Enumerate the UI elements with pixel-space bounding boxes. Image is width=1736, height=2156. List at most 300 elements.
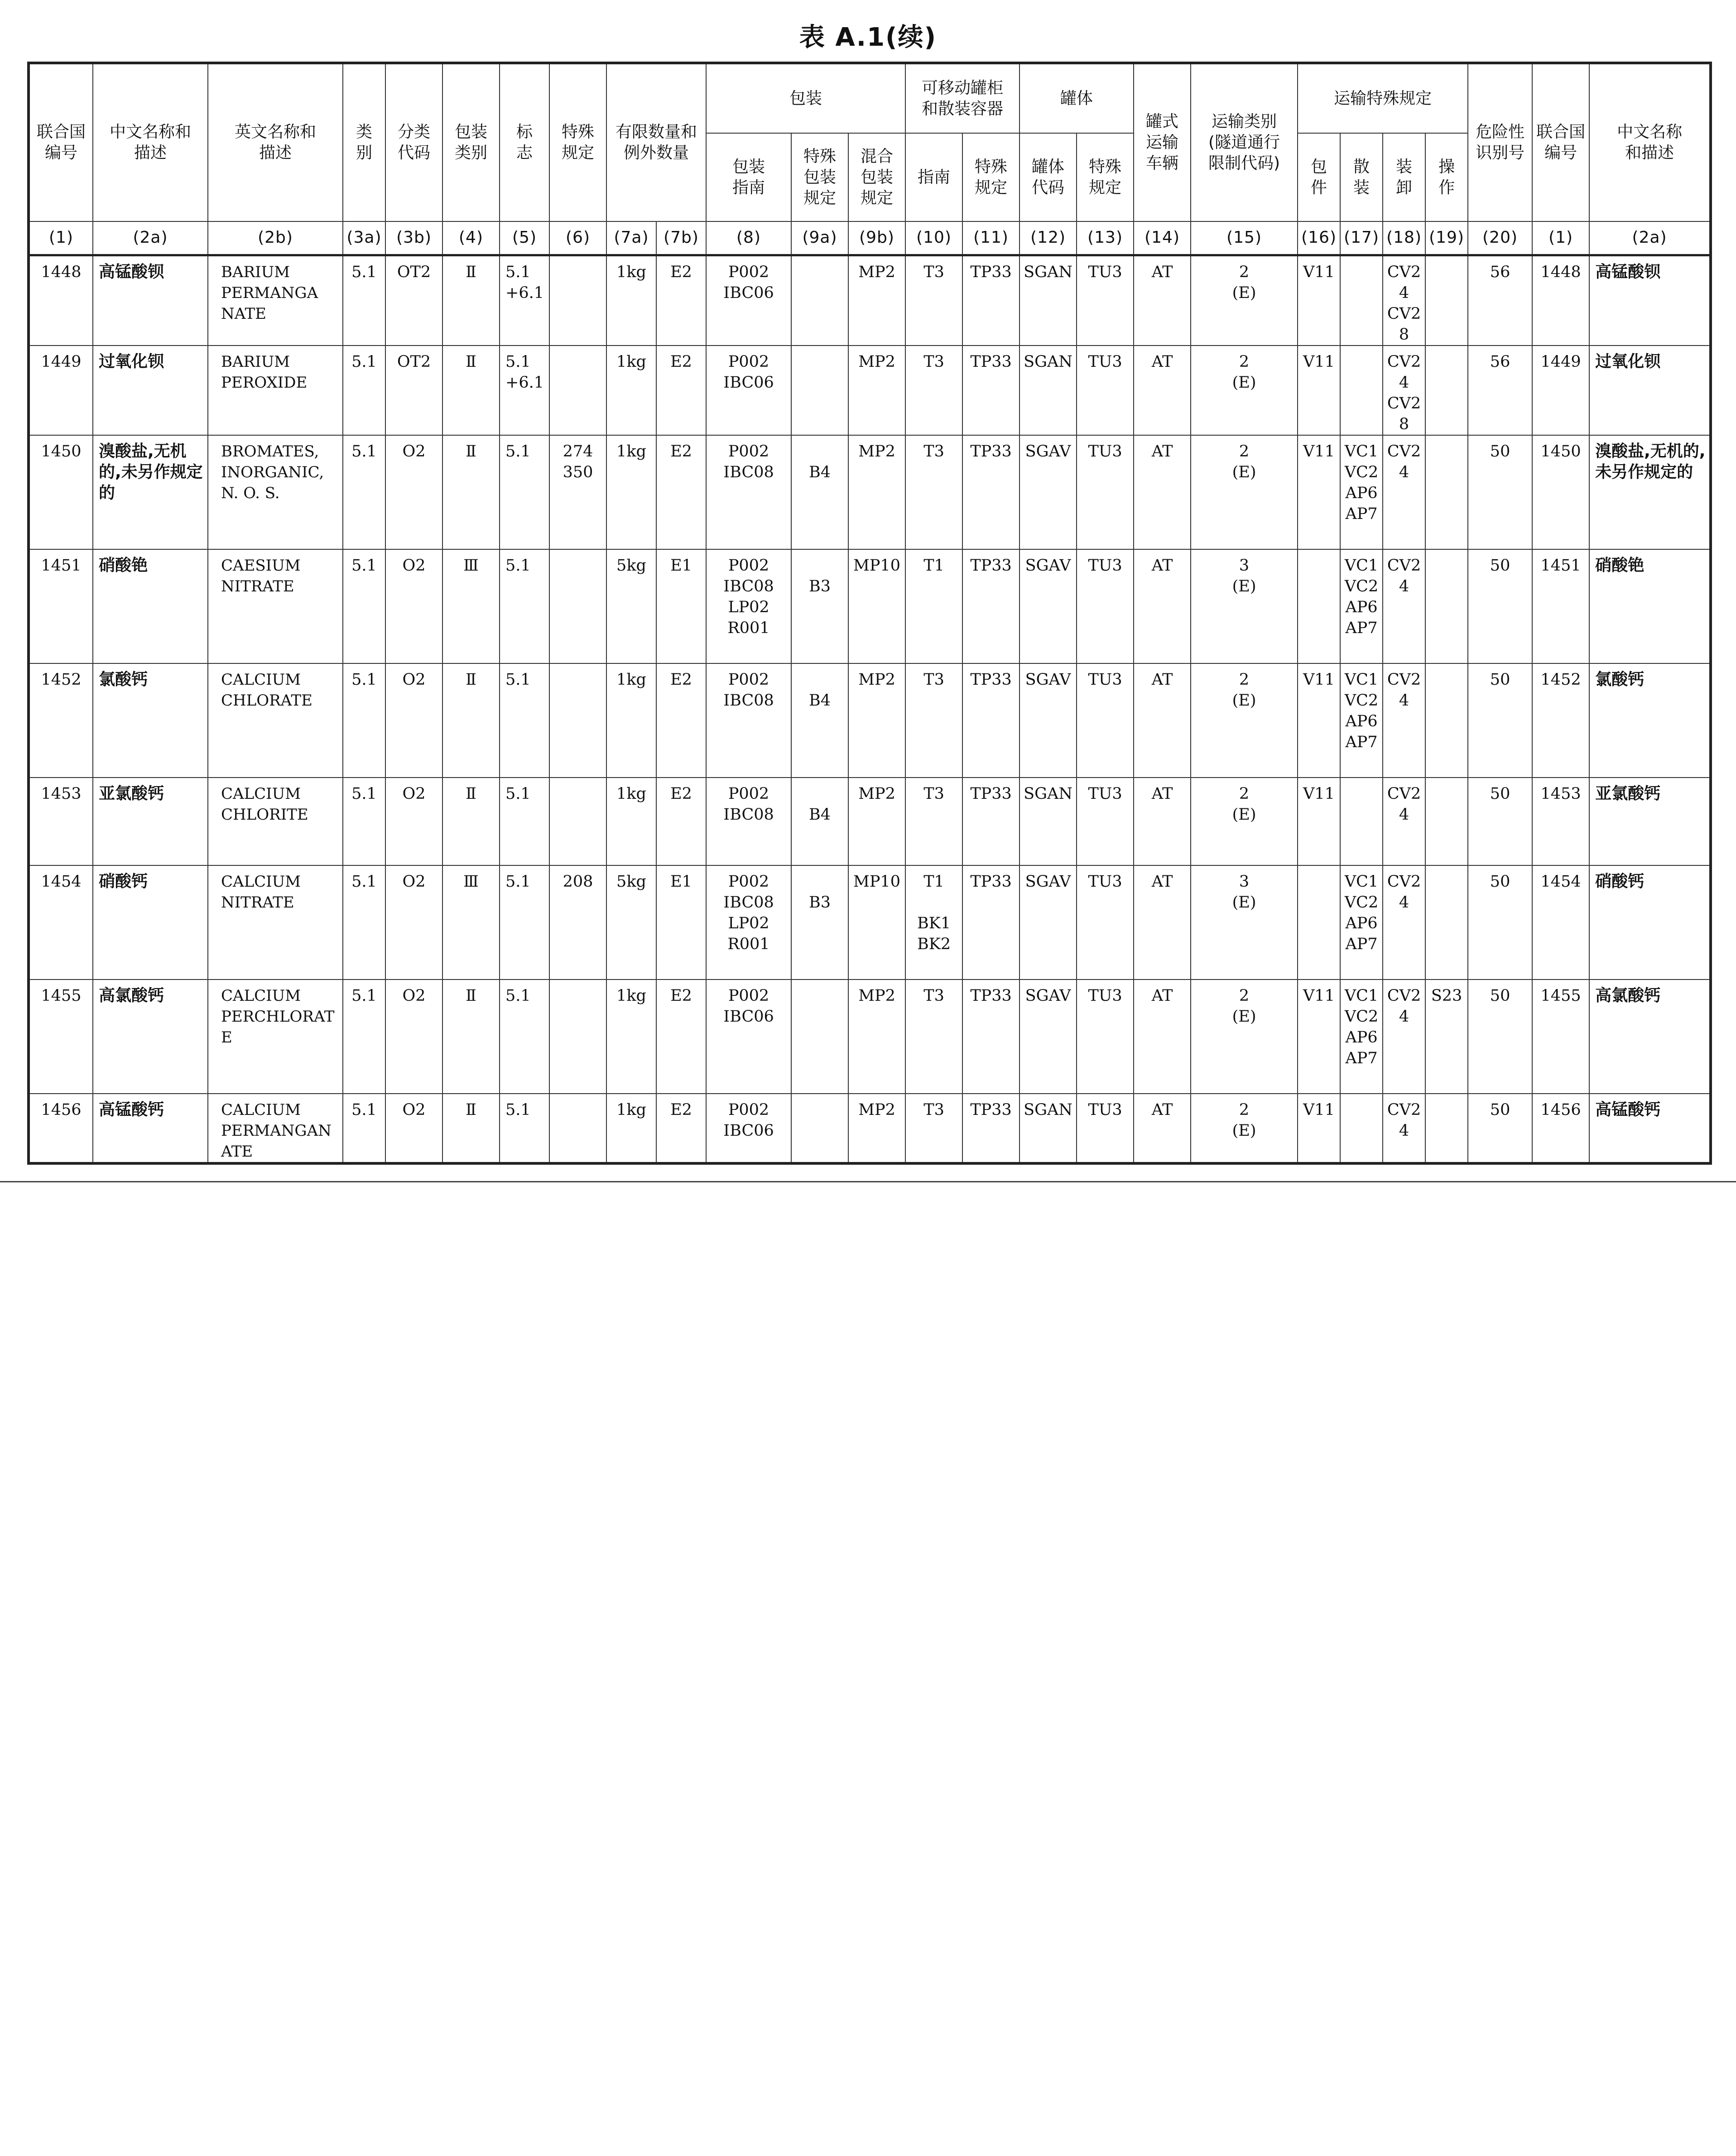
- cell-tank-vehicle: AT: [1134, 980, 1191, 1094]
- cell-ts-bulk: [1340, 778, 1383, 865]
- header-un-number: 联合国 编号: [29, 63, 93, 221]
- cell-packaging-special: [791, 980, 848, 1094]
- cell-tank-special: TU3: [1077, 549, 1134, 663]
- column-number: (2a): [1589, 221, 1711, 255]
- header-ts-bulk: 散 装: [1340, 133, 1383, 221]
- cell-packing-group: Ⅱ: [442, 435, 500, 549]
- cell-classification-code: O2: [385, 663, 442, 778]
- header-label: 标 志: [500, 63, 549, 221]
- cell-english-name: BROMATES, INORGANIC, N. O. S.: [208, 435, 343, 549]
- cell-packaging-instructions: P002 IBC08 LP02 R001: [706, 549, 791, 663]
- cell-portable-tank-instructions: T1 BK1 BK2: [905, 865, 962, 980]
- cell-hazard-id: 50: [1468, 778, 1532, 865]
- cell-ts-loading: CV24: [1383, 865, 1425, 980]
- cell-chinese-name-repeat: 高氯酸钙: [1589, 980, 1711, 1094]
- cell-hazard-id: 56: [1468, 255, 1532, 346]
- cell-portable-tank-instructions: T1: [905, 549, 962, 663]
- column-number: (16): [1298, 221, 1340, 255]
- cell-ts-bulk: VC1 VC2 AP6 AP7: [1340, 435, 1383, 549]
- cell-hazard-id: 50: [1468, 980, 1532, 1094]
- cell-special-provisions: [549, 549, 606, 663]
- cell-ts-operation: [1425, 346, 1468, 435]
- cell-un-number: 1455: [29, 980, 93, 1094]
- cell-tank-special: TU3: [1077, 1094, 1134, 1163]
- cell-english-name: CAESIUM NITRATE: [208, 549, 343, 663]
- cell-class: 5.1: [343, 346, 385, 435]
- cell-packaging-special: [791, 346, 848, 435]
- cell-label: 5.1 +6.1: [500, 255, 549, 346]
- column-number: (18): [1383, 221, 1425, 255]
- cell-portable-tank-instructions: T3: [905, 1094, 962, 1163]
- table-row: [29, 1094, 1711, 1163]
- header-transport-special: 运输特殊规定: [1298, 63, 1468, 133]
- cell-ts-bulk: VC1 VC2 AP6 AP7: [1340, 549, 1383, 663]
- cell-limited-quantity: 1kg: [606, 255, 656, 346]
- cell-ts-operation: [1425, 663, 1468, 778]
- cell-chinese-name: 亚氯酸钙: [93, 778, 208, 865]
- cell-chinese-name: 过氧化钡: [93, 346, 208, 435]
- cell-ts-operation: [1425, 255, 1468, 346]
- cell-tank-vehicle: AT: [1134, 663, 1191, 778]
- cell-packaging-special: [791, 255, 848, 346]
- cell-excepted-quantity: E1: [656, 865, 706, 980]
- header-limited-quantity: 有限数量和 例外数量: [606, 63, 706, 221]
- header-packaging-instructions: 包装 指南: [706, 133, 791, 221]
- cell-english-name: BARIUM PEROXIDE: [208, 346, 343, 435]
- column-number: (9b): [848, 221, 905, 255]
- cell-excepted-quantity: E2: [656, 346, 706, 435]
- column-number: (11): [962, 221, 1019, 255]
- table-row: [29, 980, 1711, 1094]
- table-row: [29, 435, 1711, 549]
- column-number: (20): [1468, 221, 1532, 255]
- cell-hazard-id: 50: [1468, 435, 1532, 549]
- cell-english-name: CALCIUM PERMANGANATE: [208, 1094, 343, 1163]
- cell-packaging-mixed: MP2: [848, 346, 905, 435]
- cell-tank-special: TU3: [1077, 778, 1134, 865]
- cell-packaging-mixed: MP2: [848, 435, 905, 549]
- cell-classification-code: O2: [385, 1094, 442, 1163]
- cell-special-provisions: 274 350: [549, 435, 606, 549]
- cell-ts-loading: CV24: [1383, 980, 1425, 1094]
- cell-packaging-mixed: MP2: [848, 980, 905, 1094]
- cell-ts-bulk: VC1 VC2 AP6 AP7: [1340, 865, 1383, 980]
- cell-classification-code: OT2: [385, 255, 442, 346]
- header-special-provisions: 特殊 规定: [549, 63, 606, 221]
- cell-packaging-special: B4: [791, 435, 848, 549]
- cell-ts-operation: S23: [1425, 980, 1468, 1094]
- cell-excepted-quantity: E2: [656, 778, 706, 865]
- header-chinese-name-repeat: 中文名称 和描述: [1589, 63, 1711, 221]
- cell-limited-quantity: 1kg: [606, 980, 656, 1094]
- cell-packaging-special: B3: [791, 549, 848, 663]
- cell-tank-code: SGAN: [1019, 255, 1077, 346]
- cell-special-provisions: [549, 255, 606, 346]
- cell-ts-loading: CV24: [1383, 435, 1425, 549]
- cell-special-provisions: 208: [549, 865, 606, 980]
- cell-portable-tank-special: TP33: [962, 1094, 1019, 1163]
- column-number: (10): [905, 221, 962, 255]
- cell-chinese-name: 高锰酸钡: [93, 255, 208, 346]
- header-un-number-repeat: 联合国 编号: [1532, 63, 1589, 221]
- cell-tank-vehicle: AT: [1134, 778, 1191, 865]
- cell-ts-bulk: VC1 VC2 AP6 AP7: [1340, 980, 1383, 1094]
- column-number: (2b): [208, 221, 343, 255]
- cell-packing-group: Ⅱ: [442, 663, 500, 778]
- cell-packaging-special: [791, 1094, 848, 1163]
- column-number-row: [29, 221, 1711, 255]
- table-row: [29, 663, 1711, 778]
- cell-tank-special: TU3: [1077, 435, 1134, 549]
- cell-class: 5.1: [343, 435, 385, 549]
- cell-excepted-quantity: E1: [656, 549, 706, 663]
- cell-ts-operation: [1425, 865, 1468, 980]
- cell-tank-code: SGAV: [1019, 435, 1077, 549]
- cell-limited-quantity: 5kg: [606, 865, 656, 980]
- header-packaging: 包装: [706, 63, 905, 133]
- column-number: (15): [1191, 221, 1298, 255]
- cell-ts-packages: V11: [1298, 663, 1340, 778]
- cell-transport-category: 2 (E): [1191, 663, 1298, 778]
- cell-tank-special: TU3: [1077, 255, 1134, 346]
- page-divider: [0, 1181, 1736, 1182]
- cell-ts-packages: V11: [1298, 980, 1340, 1094]
- cell-un-number: 1448: [29, 255, 93, 346]
- header-ts-packages: 包 件: [1298, 133, 1340, 221]
- cell-chinese-name-repeat: 溴酸盐,无机的,未另作规定的: [1589, 435, 1711, 549]
- cell-un-number: 1452: [29, 663, 93, 778]
- cell-classification-code: O2: [385, 435, 442, 549]
- column-number: (14): [1134, 221, 1191, 255]
- cell-portable-tank-special: TP33: [962, 663, 1019, 778]
- cell-packaging-instructions: P002 IBC08: [706, 663, 791, 778]
- cell-chinese-name-repeat: 硝酸钙: [1589, 865, 1711, 980]
- cell-transport-category: 2 (E): [1191, 435, 1298, 549]
- cell-packing-group: Ⅲ: [442, 865, 500, 980]
- cell-tank-vehicle: AT: [1134, 865, 1191, 980]
- cell-transport-category: 2 (E): [1191, 778, 1298, 865]
- cell-packing-group: Ⅱ: [442, 1094, 500, 1163]
- cell-chinese-name-repeat: 亚氯酸钙: [1589, 778, 1711, 865]
- column-number: (6): [549, 221, 606, 255]
- cell-hazard-id: 50: [1468, 549, 1532, 663]
- header-ts-loading: 装 卸: [1383, 133, 1425, 221]
- cell-tank-code: SGAV: [1019, 663, 1077, 778]
- cell-hazard-id: 50: [1468, 663, 1532, 778]
- page-title: 表 A.1(续): [799, 23, 937, 52]
- cell-limited-quantity: 1kg: [606, 1094, 656, 1163]
- cell-packaging-special: B4: [791, 778, 848, 865]
- cell-un-number: 1456: [29, 1094, 93, 1163]
- cell-class: 5.1: [343, 549, 385, 663]
- cell-packaging-instructions: P002 IBC06: [706, 346, 791, 435]
- cell-un-number: 1454: [29, 865, 93, 980]
- cell-tank-special: TU3: [1077, 865, 1134, 980]
- cell-un-number-repeat: 1452: [1532, 663, 1589, 778]
- cell-un-number-repeat: 1451: [1532, 549, 1589, 663]
- header-hazard-id: 危险性 识别号: [1468, 63, 1532, 221]
- cell-hazard-id: 50: [1468, 865, 1532, 980]
- cell-transport-category: 2 (E): [1191, 255, 1298, 346]
- dangerous-goods-table: [27, 62, 1712, 1165]
- cell-tank-vehicle: AT: [1134, 435, 1191, 549]
- cell-excepted-quantity: E2: [656, 1094, 706, 1163]
- header-portable-tank-instructions: 指南: [905, 133, 962, 221]
- cell-ts-operation: [1425, 549, 1468, 663]
- cell-packaging-special: B4: [791, 663, 848, 778]
- column-number: (2a): [93, 221, 208, 255]
- cell-ts-loading: CV24: [1383, 1094, 1425, 1163]
- cell-ts-operation: [1425, 1094, 1468, 1163]
- cell-chinese-name: 硝酸钙: [93, 865, 208, 980]
- header-row-1: [29, 63, 1711, 133]
- cell-packaging-instructions: P002 IBC08: [706, 778, 791, 865]
- cell-tank-vehicle: AT: [1134, 1094, 1191, 1163]
- cell-packaging-mixed: MP2: [848, 663, 905, 778]
- cell-special-provisions: [549, 663, 606, 778]
- cell-ts-bulk: VC1 VC2 AP6 AP7: [1340, 663, 1383, 778]
- cell-ts-bulk: [1340, 1094, 1383, 1163]
- cell-tank-code: SGAN: [1019, 1094, 1077, 1163]
- cell-packaging-mixed: MP2: [848, 255, 905, 346]
- header-portable-tank-special: 特殊 规定: [962, 133, 1019, 221]
- cell-un-number-repeat: 1453: [1532, 778, 1589, 865]
- cell-label: 5.1: [500, 778, 549, 865]
- column-number: (8): [706, 221, 791, 255]
- cell-limited-quantity: 5kg: [606, 549, 656, 663]
- cell-hazard-id: 56: [1468, 346, 1532, 435]
- cell-limited-quantity: 1kg: [606, 435, 656, 549]
- column-number: (7a): [606, 221, 656, 255]
- cell-english-name: CALCIUM CHLORATE: [208, 663, 343, 778]
- cell-hazard-id: 50: [1468, 1094, 1532, 1163]
- cell-special-provisions: [549, 1094, 606, 1163]
- header-tank-special: 特殊 规定: [1077, 133, 1134, 221]
- cell-tank-vehicle: AT: [1134, 346, 1191, 435]
- cell-portable-tank-instructions: T3: [905, 778, 962, 865]
- cell-packaging-instructions: P002 IBC08: [706, 435, 791, 549]
- cell-tank-special: TU3: [1077, 980, 1134, 1094]
- cell-portable-tank-special: TP33: [962, 778, 1019, 865]
- cell-tank-code: SGAV: [1019, 549, 1077, 663]
- header-chinese-name: 中文名称和 描述: [93, 63, 208, 221]
- cell-packaging-special: B3: [791, 865, 848, 980]
- cell-ts-packages: V11: [1298, 255, 1340, 346]
- cell-special-provisions: [549, 778, 606, 865]
- cell-un-number-repeat: 1448: [1532, 255, 1589, 346]
- column-number: (1): [29, 221, 93, 255]
- cell-packaging-instructions: P002 IBC06: [706, 255, 791, 346]
- table-row: [29, 778, 1711, 865]
- header-tank-vehicle: 罐式 运输 车辆: [1134, 63, 1191, 221]
- cell-excepted-quantity: E2: [656, 663, 706, 778]
- cell-tank-code: SGAN: [1019, 778, 1077, 865]
- cell-english-name: CALCIUM PERCHLORATE: [208, 980, 343, 1094]
- cell-tank-code: SGAV: [1019, 865, 1077, 980]
- cell-ts-bulk: [1340, 255, 1383, 346]
- cell-ts-operation: [1425, 778, 1468, 865]
- cell-tank-vehicle: AT: [1134, 549, 1191, 663]
- cell-ts-operation: [1425, 435, 1468, 549]
- cell-packing-group: Ⅲ: [442, 549, 500, 663]
- cell-classification-code: O2: [385, 865, 442, 980]
- cell-label: 5.1: [500, 865, 549, 980]
- cell-excepted-quantity: E2: [656, 435, 706, 549]
- cell-packing-group: Ⅱ: [442, 346, 500, 435]
- cell-class: 5.1: [343, 663, 385, 778]
- cell-chinese-name-repeat: 硝酸铯: [1589, 549, 1711, 663]
- column-number: (3b): [385, 221, 442, 255]
- cell-portable-tank-instructions: T3: [905, 980, 962, 1094]
- cell-excepted-quantity: E2: [656, 980, 706, 1094]
- cell-ts-packages: V11: [1298, 435, 1340, 549]
- cell-un-number-repeat: 1455: [1532, 980, 1589, 1094]
- cell-ts-loading: CV24: [1383, 549, 1425, 663]
- cell-transport-category: 2 (E): [1191, 346, 1298, 435]
- table-row: [29, 549, 1711, 663]
- cell-ts-packages: [1298, 865, 1340, 980]
- cell-ts-packages: [1298, 549, 1340, 663]
- cell-tank-code: SGAV: [1019, 980, 1077, 1094]
- table-body: [29, 255, 1711, 1163]
- cell-limited-quantity: 1kg: [606, 346, 656, 435]
- cell-label: 5.1: [500, 663, 549, 778]
- cell-chinese-name-repeat: 高锰酸钡: [1589, 255, 1711, 346]
- header-packaging-special: 特殊 包装 规定: [791, 133, 848, 221]
- cell-packaging-instructions: P002 IBC08 LP02 R001: [706, 865, 791, 980]
- cell-ts-bulk: [1340, 346, 1383, 435]
- cell-transport-category: 3 (E): [1191, 549, 1298, 663]
- table-row: [29, 865, 1711, 980]
- cell-classification-code: O2: [385, 980, 442, 1094]
- cell-portable-tank-special: TP33: [962, 435, 1019, 549]
- cell-portable-tank-special: TP33: [962, 255, 1019, 346]
- cell-chinese-name-repeat: 氯酸钙: [1589, 663, 1711, 778]
- cell-classification-code: O2: [385, 549, 442, 663]
- header-transport-category: 运输类别 (隧道通行 限制代码): [1191, 63, 1298, 221]
- cell-un-number-repeat: 1450: [1532, 435, 1589, 549]
- cell-portable-tank-instructions: T3: [905, 346, 962, 435]
- cell-label: 5.1: [500, 1094, 549, 1163]
- cell-tank-special: TU3: [1077, 346, 1134, 435]
- cell-packaging-mixed: MP10: [848, 865, 905, 980]
- header-tank-code: 罐体 代码: [1019, 133, 1077, 221]
- cell-packaging-instructions: P002 IBC06: [706, 980, 791, 1094]
- cell-chinese-name: 溴酸盐,无机的,未另作规定的: [93, 435, 208, 549]
- cell-excepted-quantity: E2: [656, 255, 706, 346]
- cell-class: 5.1: [343, 1094, 385, 1163]
- header-packing-group: 包装 类别: [442, 63, 500, 221]
- cell-chinese-name-repeat: 过氧化钡: [1589, 346, 1711, 435]
- cell-ts-loading: CV24 CV28: [1383, 346, 1425, 435]
- cell-class: 5.1: [343, 255, 385, 346]
- cell-portable-tank-instructions: T3: [905, 435, 962, 549]
- column-number: (12): [1019, 221, 1077, 255]
- column-number: (19): [1425, 221, 1468, 255]
- header-portable-tanks: 可移动罐柜 和散装容器: [905, 63, 1019, 133]
- cell-label: 5.1: [500, 980, 549, 1094]
- cell-english-name: CALCIUM CHLORITE: [208, 778, 343, 865]
- cell-packing-group: Ⅱ: [442, 980, 500, 1094]
- column-number: (5): [500, 221, 549, 255]
- cell-packing-group: Ⅱ: [442, 255, 500, 346]
- cell-ts-loading: CV24: [1383, 778, 1425, 865]
- cell-chinese-name: 高氯酸钙: [93, 980, 208, 1094]
- header-ts-operation: 操 作: [1425, 133, 1468, 221]
- cell-transport-category: 2 (E): [1191, 1094, 1298, 1163]
- cell-special-provisions: [549, 346, 606, 435]
- column-number: (1): [1532, 221, 1589, 255]
- cell-portable-tank-instructions: T3: [905, 255, 962, 346]
- cell-tank-vehicle: AT: [1134, 255, 1191, 346]
- cell-ts-packages: V11: [1298, 778, 1340, 865]
- column-number: (13): [1077, 221, 1134, 255]
- cell-packaging-mixed: MP10: [848, 549, 905, 663]
- cell-portable-tank-special: TP33: [962, 980, 1019, 1094]
- cell-special-provisions: [549, 980, 606, 1094]
- cell-packaging-mixed: MP2: [848, 1094, 905, 1163]
- cell-un-number-repeat: 1456: [1532, 1094, 1589, 1163]
- cell-english-name: BARIUM PERMANGA NATE: [208, 255, 343, 346]
- cell-label: 5.1 +6.1: [500, 346, 549, 435]
- cell-english-name: CALCIUM NITRATE: [208, 865, 343, 980]
- cell-transport-category: 2 (E): [1191, 980, 1298, 1094]
- column-number: (9a): [791, 221, 848, 255]
- cell-label: 5.1: [500, 549, 549, 663]
- cell-classification-code: O2: [385, 778, 442, 865]
- cell-packaging-instructions: P002 IBC06: [706, 1094, 791, 1163]
- cell-ts-loading: CV24 CV28: [1383, 255, 1425, 346]
- cell-chinese-name: 硝酸铯: [93, 549, 208, 663]
- cell-tank-special: TU3: [1077, 663, 1134, 778]
- cell-un-number: 1453: [29, 778, 93, 865]
- column-number: (3a): [343, 221, 385, 255]
- cell-un-number: 1450: [29, 435, 93, 549]
- cell-limited-quantity: 1kg: [606, 663, 656, 778]
- cell-transport-category: 3 (E): [1191, 865, 1298, 980]
- cell-chinese-name-repeat: 高锰酸钙: [1589, 1094, 1711, 1163]
- cell-packaging-mixed: MP2: [848, 778, 905, 865]
- column-number: (7b): [656, 221, 706, 255]
- header-class: 类 别: [343, 63, 385, 221]
- header-classification-code: 分类 代码: [385, 63, 442, 221]
- cell-ts-packages: V11: [1298, 346, 1340, 435]
- table-row: [29, 255, 1711, 346]
- cell-class: 5.1: [343, 865, 385, 980]
- cell-label: 5.1: [500, 435, 549, 549]
- header-tanks: 罐体: [1019, 63, 1134, 133]
- cell-portable-tank-special: TP33: [962, 865, 1019, 980]
- column-number: (17): [1340, 221, 1383, 255]
- header-english-name: 英文名称和 描述: [208, 63, 343, 221]
- header-packaging-mixed: 混合 包装 规定: [848, 133, 905, 221]
- cell-portable-tank-special: TP33: [962, 346, 1019, 435]
- cell-class: 5.1: [343, 980, 385, 1094]
- cell-chinese-name: 高锰酸钙: [93, 1094, 208, 1163]
- cell-un-number-repeat: 1449: [1532, 346, 1589, 435]
- cell-class: 5.1: [343, 778, 385, 865]
- cell-un-number: 1449: [29, 346, 93, 435]
- cell-tank-code: SGAN: [1019, 346, 1077, 435]
- cell-un-number: 1451: [29, 549, 93, 663]
- column-number: (4): [442, 221, 500, 255]
- cell-ts-loading: CV24: [1383, 663, 1425, 778]
- cell-limited-quantity: 1kg: [606, 778, 656, 865]
- cell-classification-code: OT2: [385, 346, 442, 435]
- cell-ts-packages: V11: [1298, 1094, 1340, 1163]
- table-row: [29, 346, 1711, 435]
- cell-chinese-name: 氯酸钙: [93, 663, 208, 778]
